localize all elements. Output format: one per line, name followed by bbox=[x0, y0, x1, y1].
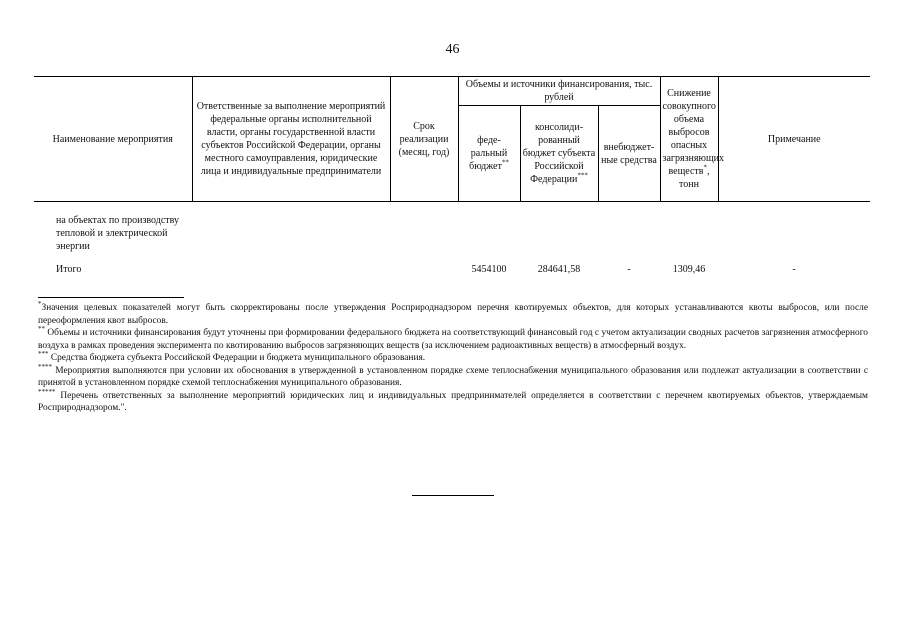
header-consolidated-text: консолиди-рованный бюджет субъекта Российской Федерации bbox=[522, 122, 596, 185]
header-reduction-text: Снижение совокупного объема выбросов опасных загрязняющих веществ bbox=[662, 88, 725, 177]
table-row bbox=[34, 253, 870, 277]
table-row bbox=[34, 202, 870, 254]
row-reduction-cell bbox=[660, 202, 718, 254]
header-federal-mark: ** bbox=[501, 158, 509, 167]
header-federal-text: феде-ральный бюджет bbox=[469, 135, 508, 172]
footnote-mark: *** bbox=[38, 349, 49, 358]
row-term-cell bbox=[390, 202, 458, 254]
footnote-mark: **** bbox=[38, 362, 52, 371]
header-reduction-mark: * bbox=[703, 163, 708, 172]
row-consolidated-cell: 284641,58 bbox=[537, 264, 581, 275]
footnote-text: Объемы и источники финансирования будут уточнены при формировании федерального бюджета на соответствующий финансовый год с учетом актуализации сводных расчетов загрязнения атмосферного воздуха в рамках проведения эксперимента по квотированию выбросов загрязняющих веществ (за исключением радиоактивных веществ) в атмосферный воздух. bbox=[38, 328, 868, 351]
footnotes bbox=[38, 299, 868, 415]
header-term: Срок реализации (месяц, год) bbox=[390, 77, 458, 202]
footnote bbox=[38, 324, 868, 352]
footnote-separator bbox=[38, 297, 184, 298]
row-term-cell bbox=[390, 253, 458, 277]
row-extrabudget-cell bbox=[598, 202, 660, 254]
row-extrabudget-cell: - bbox=[627, 264, 631, 275]
footnote bbox=[38, 362, 868, 390]
footnote-text: Средства бюджета субъекта Российской Федерации и бюджета муниципального образования. bbox=[48, 353, 426, 363]
measures-table bbox=[34, 76, 870, 277]
row-federal-cell bbox=[458, 202, 520, 254]
header-reduction-unit: , тонн bbox=[679, 166, 710, 190]
closing-quote: ". bbox=[120, 403, 127, 413]
header-extrabudget: внебюджет-ные средства bbox=[598, 106, 660, 202]
footnote-mark: * bbox=[38, 299, 42, 308]
header-responsible: Ответственные за выполнение мероприятий федеральные органы исполнительной власти, органы государственной власти субъектов Российской Федерации, органы местного самоуправления, юридические лица и индивидуальные предприниматели bbox=[192, 77, 390, 202]
row-name-cell: Итого bbox=[56, 264, 82, 275]
row-reduction-cell: 1309,46 bbox=[672, 264, 706, 275]
row-responsible-cell bbox=[192, 202, 390, 254]
row-federal-cell: 5454100 bbox=[471, 264, 507, 275]
end-of-section-line bbox=[412, 495, 494, 496]
footnote-mark: ***** bbox=[38, 387, 56, 396]
footnote-mark: ** bbox=[38, 324, 45, 333]
header-name: Наименование мероприятия bbox=[34, 77, 192, 202]
row-consolidated-cell bbox=[520, 202, 598, 254]
footnote-text: Мероприятия выполняются при условии их обоснования в утвержденной в установленном порядке схеме теплоснабжения муниципального образования или подлежат актуализации в соответствии с принятой в установленном порядке схемой теплоснабжения муниципального образования. bbox=[38, 365, 868, 388]
row-note-cell bbox=[718, 202, 870, 254]
header-consolidated bbox=[520, 106, 598, 202]
footnote bbox=[38, 299, 868, 327]
header-federal bbox=[458, 106, 520, 202]
footnote-text: Значения целевых показателей могут быть скорректированы после утверждения Росприроднадзором перечня квотируемых объектов, для которых устанавливаются квоты выбросов, или после переоформления квот выбросов. bbox=[38, 303, 868, 326]
header-funding-group: Объемы и источники финансирования, тыс. рублей bbox=[458, 77, 660, 106]
footnote bbox=[38, 387, 868, 415]
header-note: Примечание bbox=[718, 77, 870, 202]
row-note-cell: - bbox=[792, 264, 796, 275]
row-responsible-cell bbox=[192, 253, 390, 277]
footnote-text: Перечень ответственных за выполнение мероприятий юридических лиц и индивидуальных предпринимателей определяется в соответствии с перечнем квотируемых объектов, утверждаемым Росприроднадзором. bbox=[38, 390, 868, 413]
header-reduction bbox=[660, 77, 725, 202]
header-consolidated-mark: *** bbox=[577, 171, 588, 180]
page-number: 46 bbox=[445, 42, 460, 57]
footnote bbox=[38, 349, 868, 365]
row-name-cell: на объектах по производству тепловой и электрической энергии bbox=[56, 215, 180, 252]
